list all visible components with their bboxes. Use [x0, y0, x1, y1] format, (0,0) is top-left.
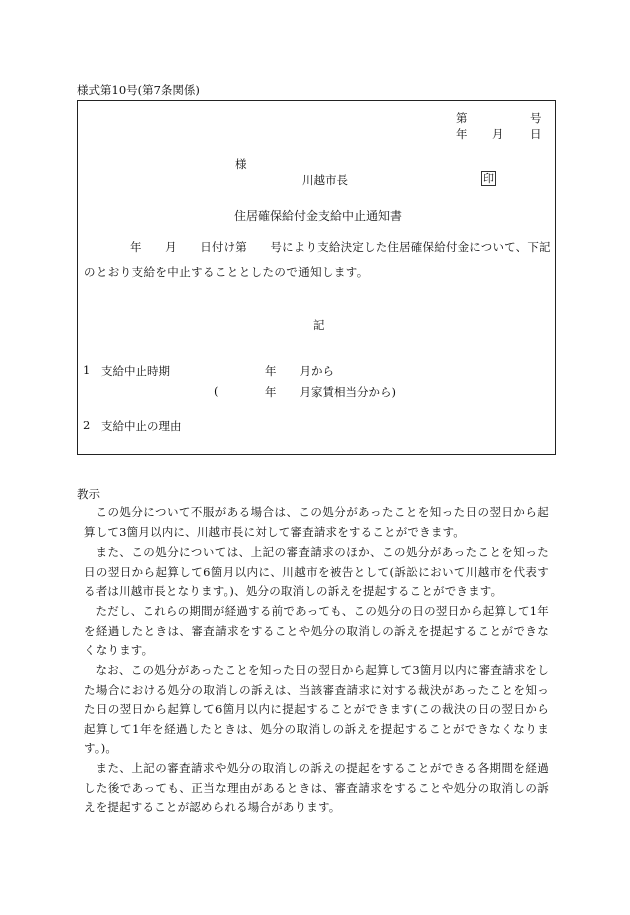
instruction-paragraph-4: なお、この処分があったことを知った日の翌日から起算して3箇月以内に審査請求をした場合における処分の取消しの訴えは、当該審査請求に対する裁決があったことを知った日の翌日から起算して6箇月以内に提起することができます(この裁決の日の翌日から起算して1年を経過したときは、処分の取消しの訴えを提起することができなくなります。)。	[84, 663, 549, 756]
date-year: 年	[456, 127, 468, 141]
seal-mark	[481, 171, 496, 186]
intro-line-2: のとおり支給を中止することとしたので通知します。	[84, 265, 369, 279]
instruction-paragraph-3: ただし、これらの期間が経過する前であっても、この処分の日の翌日から起算して1年を経過したときは、審査請求をすることや処分の取消しの訴えを提起することができなくなります。	[84, 604, 549, 658]
item-1-number: 1	[83, 363, 91, 377]
item-1-open-paren: (	[214, 384, 219, 398]
instruction-paragraph-1: この処分について不服がある場合は、この処分があったことを知った日の翌日から起算して3箇月以内に、川越市長に対して審査請求をすることができます。	[84, 505, 549, 539]
number-suffix: 号	[530, 111, 542, 125]
instruction-paragraph-5: また、上記の審査請求や処分の取消しの訴えの提起をすることができる各期間を経過した後であっても、正当な理由があるときは、審査請求をすることや処分の取消しの訴えを提起することが認められる場合があります。	[84, 761, 549, 815]
form-number: 様式第10号(第7条関係)	[77, 83, 200, 97]
item-2-label: 支給中止の理由	[101, 419, 182, 433]
ki-heading: 記	[313, 318, 325, 332]
item-1-label: 支給中止時期	[101, 364, 170, 378]
item-2-number: 2	[83, 418, 91, 432]
number-prefix: 第	[456, 111, 468, 125]
addressee-suffix: 様	[235, 157, 247, 171]
issuer-name: 川越市長	[302, 173, 348, 187]
document-title: 住居確保給付金支給中止通知書	[234, 209, 403, 223]
instruction-heading: 教示	[77, 487, 100, 501]
item-1-value: 年 月から	[265, 364, 334, 378]
date-day: 日	[530, 127, 542, 141]
notice-box	[77, 100, 556, 455]
intro-line-1: 年 月 日付け第 号により支給決定した住居確保給付金について、下記	[130, 240, 551, 254]
item-1-value-rent: 年 月家賃相当分から)	[265, 385, 396, 399]
seal-text: 印	[483, 172, 494, 185]
date-month: 月	[492, 127, 504, 141]
instruction-paragraph-2: また、この処分については、上記の審査請求のほか、この処分があったことを知った日の翌日から起算して6箇月以内に、川越市を被告として(訴訟において川越市を代表する者は川越市長となります。)、処分の取消しの訴えを提起することができます。	[84, 545, 549, 599]
